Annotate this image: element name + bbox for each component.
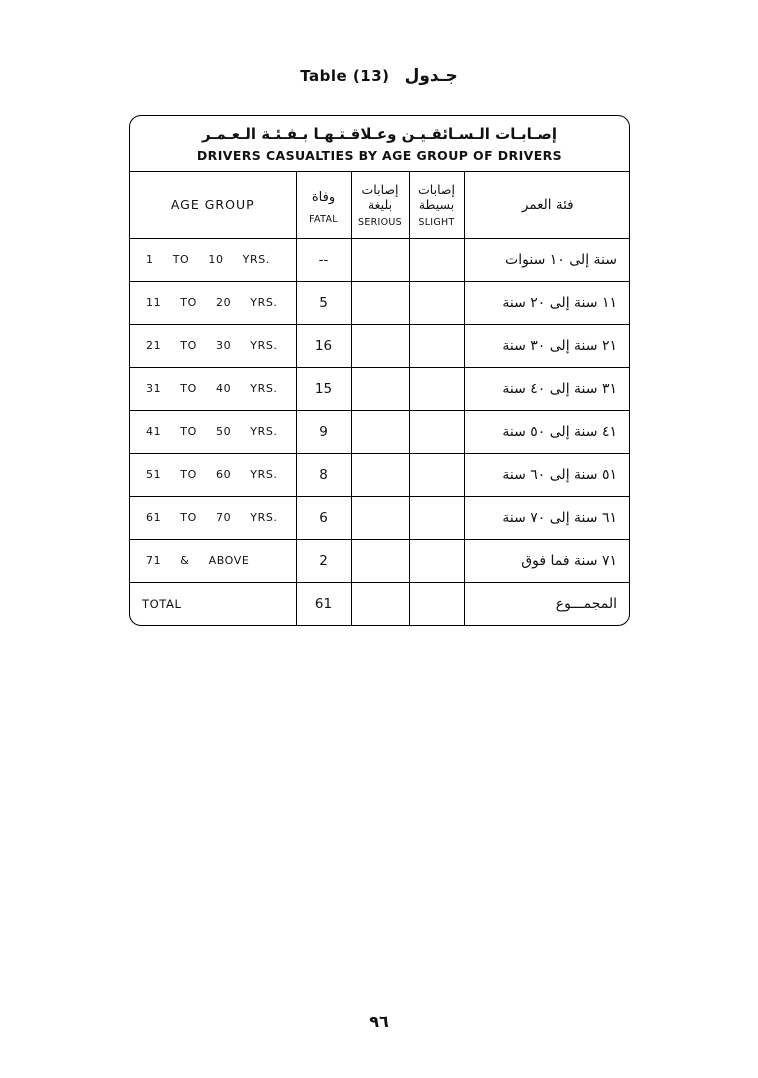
- age-arabic-cell: ١١ سنة إلى ٢٠ سنة: [464, 281, 630, 324]
- header-serious-arabic-line1: إصابات: [361, 181, 399, 197]
- page-number: ٩٦: [369, 1012, 389, 1031]
- age-arabic-cell: ٢١ سنة إلى ٣٠ سنة: [464, 324, 630, 367]
- serious-cell: [351, 238, 409, 281]
- header-slight: [409, 172, 464, 238]
- table-row: [130, 281, 630, 324]
- slight-cell: [409, 539, 464, 582]
- age-cell: 41 TO 50 YRS.: [130, 410, 296, 453]
- header-age-group-arabic: فئة العمر: [464, 172, 630, 238]
- header-age-group: AGE GROUP: [130, 172, 296, 238]
- serious-cell: [351, 539, 409, 582]
- table-row: [130, 367, 630, 410]
- header-slight-english: SLIGHT: [418, 216, 455, 228]
- serious-cell: [351, 367, 409, 410]
- serious-cell: [351, 281, 409, 324]
- table-row: [130, 496, 630, 539]
- serious-cell: [351, 324, 409, 367]
- header-fatal-arabic: وفاة: [311, 190, 336, 206]
- age-cell: 11 TO 20 YRS.: [130, 281, 296, 324]
- fatal-total-cell: 61: [296, 582, 351, 625]
- serious-cell: [351, 410, 409, 453]
- slight-cell: [409, 453, 464, 496]
- serious-cell: [351, 582, 409, 625]
- serious-cell: [351, 496, 409, 539]
- age-cell: 21 TO 30 YRS.: [130, 324, 296, 367]
- fatal-cell: 16: [296, 324, 351, 367]
- table-caption-english: Table (13): [300, 67, 390, 85]
- fatal-cell: 8: [296, 453, 351, 496]
- header-serious-english: SERIOUS: [358, 216, 402, 228]
- fatal-cell: --: [296, 238, 351, 281]
- table-caption-arabic: جـدول: [404, 66, 458, 86]
- table-header-row: [130, 172, 630, 238]
- table-row: [130, 238, 630, 281]
- table-title-english: DRIVERS CASUALTIES BY AGE GROUP OF DRIVERS: [196, 148, 563, 163]
- table-row: [130, 453, 630, 496]
- slight-cell: [409, 324, 464, 367]
- age-arabic-cell: ٧١ سنة فما فوق: [464, 539, 630, 582]
- slight-cell: [409, 582, 464, 625]
- casualties-table-frame: [129, 115, 630, 626]
- table-title-arabic: إصـابـات الـسـائقـيـن وعـلاقـتـهـا بـفـئـة الـعـمـر: [202, 125, 557, 143]
- age-arabic-cell: سنة إلى ١٠ سنوات: [464, 238, 630, 281]
- total-label-cell: TOTAL: [130, 582, 296, 625]
- fatal-cell: 6: [296, 496, 351, 539]
- header-serious: [351, 172, 409, 238]
- header-serious-arabic-line2: بليغة: [367, 197, 393, 213]
- header-fatal-english: FATAL: [309, 214, 338, 226]
- age-cell: 51 TO 60 YRS.: [130, 453, 296, 496]
- fatal-cell: 2: [296, 539, 351, 582]
- slight-cell: [409, 496, 464, 539]
- slight-cell: [409, 238, 464, 281]
- age-cell: 31 TO 40 YRS.: [130, 367, 296, 410]
- fatal-cell: 9: [296, 410, 351, 453]
- age-arabic-cell: ٤١ سنة إلى ٥٠ سنة: [464, 410, 630, 453]
- header-slight-arabic-line2: بسيطة: [418, 197, 455, 213]
- serious-cell: [351, 453, 409, 496]
- slight-cell: [409, 410, 464, 453]
- slight-cell: [409, 281, 464, 324]
- age-cell: 61 TO 70 YRS.: [130, 496, 296, 539]
- header-fatal: [296, 172, 351, 238]
- total-label-arabic-cell: المجمـــوع: [464, 582, 630, 625]
- age-arabic-cell: ٣١ سنة إلى ٤٠ سنة: [464, 367, 630, 410]
- age-arabic-cell: ٦١ سنة إلى ٧٠ سنة: [464, 496, 630, 539]
- slight-cell: [409, 367, 464, 410]
- table-row: [130, 539, 630, 582]
- table-total-row: [130, 582, 630, 625]
- table-row: [130, 324, 630, 367]
- table-row: [130, 410, 630, 453]
- age-cell: 1 TO 10 YRS.: [130, 238, 296, 281]
- header-slight-arabic-line1: إصابات: [418, 181, 455, 197]
- age-arabic-cell: ٥١ سنة إلى ٦٠ سنة: [464, 453, 630, 496]
- age-cell: 71 & ABOVE: [130, 539, 296, 582]
- fatal-cell: 15: [296, 367, 351, 410]
- table-title-block: [130, 116, 629, 172]
- table-caption: [0, 66, 758, 86]
- fatal-cell: 5: [296, 281, 351, 324]
- casualties-table: [130, 172, 630, 625]
